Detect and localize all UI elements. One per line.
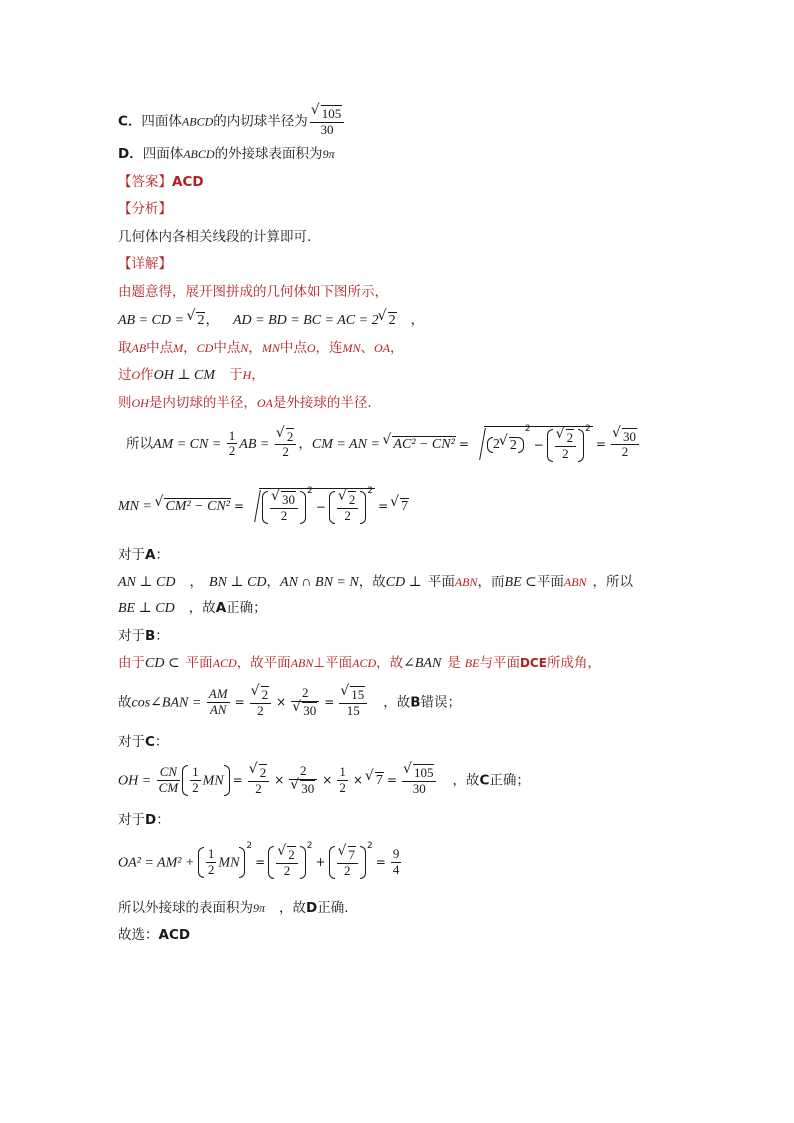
d-sq: 2 <box>246 841 253 851</box>
b2-fn: AM <box>208 686 228 701</box>
a1-t3: ，而 <box>477 574 505 590</box>
for-d-label <box>118 814 170 828</box>
surf-v: D <box>306 900 318 916</box>
calc1-sq: 2 <box>524 424 531 434</box>
take-t9: ， <box>390 340 404 356</box>
d-mn: MN <box>218 855 240 871</box>
b2-fd: AN <box>209 701 227 717</box>
calc1-cm: CM = AN = <box>311 436 384 452</box>
for-b-label <box>118 630 169 644</box>
calc1-half-d: 2 <box>228 443 236 459</box>
b1-t4: ⊥平面 <box>313 655 353 671</box>
calc1-s2: 2 <box>566 430 574 445</box>
perp-v3: H <box>242 368 252 382</box>
calc1-rad: AC² − CN² <box>393 436 455 452</box>
calc2-r30: 30 <box>282 492 296 507</box>
b2-d2: 2 <box>257 702 264 718</box>
b1-v5: DCE <box>519 656 547 670</box>
c-n2: 2 <box>289 764 317 780</box>
for-c-colon: ： <box>154 734 169 750</box>
calc1-big-root: 2√ $2^2-$ √ $\frac{2}{2}$ $^2$ <box>472 426 593 462</box>
option-d-prefix: D． <box>118 146 143 162</box>
option-c-fraction <box>310 105 345 138</box>
a1-m3: AN ∩ BN = N <box>280 575 359 590</box>
line-d: OA² = AM² + $\frac{1}{2}$ $MN^2=$ √ $\frac{2}{2}$ $^2$+ √ $\frac{7}{2}$ $^2$= $\frac{9}{4}$ <box>118 846 403 879</box>
for-d-colon: ： <box>156 812 170 828</box>
b1-v2: ABN <box>290 656 314 670</box>
answer-line <box>118 176 204 190</box>
c-d30: 30 <box>412 780 426 796</box>
a1-m1: AN ⊥ CD <box>118 575 176 590</box>
take-t7: ，连 <box>315 340 343 356</box>
c-v: C <box>479 772 490 789</box>
surf-t3: 正确. <box>317 900 349 916</box>
option-d-tetra: ABCD <box>183 147 215 161</box>
d-n9: 9 <box>392 846 400 861</box>
take-t5: ， <box>248 340 262 356</box>
c-r105: 105 <box>413 765 434 780</box>
calc1-sq2: 2 <box>585 424 591 434</box>
detail-label: 【详解】 <box>118 256 172 272</box>
surf-t1: 所以外接球的表面积为 <box>118 900 253 916</box>
eq1-c: ， <box>205 312 219 328</box>
analysis-text: 几何体内各相关线段的计算即可. <box>118 229 312 245</box>
b1-t6: 是 <box>447 655 461 671</box>
c-h2: 2 <box>192 779 199 795</box>
calc-mn: MN = √ CM² − CN² = √ $\frac{30}{2}$ $^2$− √ $\frac{2}{2}$ $^2$=√ 7 <box>118 488 409 524</box>
take-t6: 中点 <box>279 340 307 356</box>
b1-t3: ，故平面 <box>236 655 291 671</box>
eq1-e: 2 <box>388 313 396 328</box>
option-d-value: 9π <box>322 147 335 161</box>
option-d-suffix: 的外接球表面积为 <box>214 146 323 162</box>
d-sq2: 2 <box>306 841 313 851</box>
a2-t2: 正确； <box>226 600 267 616</box>
take-t8: 、 <box>360 340 375 356</box>
a1-t2: 平面 <box>427 574 455 590</box>
for-c-letter: C <box>145 734 155 750</box>
calc2-rad: CM² − CN² <box>165 498 230 514</box>
c-h1: 1 <box>192 764 199 779</box>
b1-t5: ，故 <box>376 655 404 671</box>
b1-t2: 平面 <box>185 655 213 671</box>
calc2-lhs: MN = <box>118 498 156 514</box>
line-c: OH = $\frac{CN}{CM}$ $\frac{1}{2}$ MN = √ $\frac{2}{2}$ × 2 √ 30 × $\frac{1}{2}$ ×√ 7 = √ $\frac{105}{30}$ ，故C正确； <box>118 764 530 797</box>
c-r30: 30 <box>301 780 315 796</box>
c-fd: CM <box>158 779 179 795</box>
b1-t1: 由于 <box>118 655 145 671</box>
calc2-r2: 2 <box>348 492 356 507</box>
take-t3: ， <box>183 340 197 356</box>
b1-m1: CD ⊂ <box>145 656 180 671</box>
calc2-sq: 2 <box>307 486 313 496</box>
then-v2: OA <box>256 396 273 410</box>
for-b-colon: ： <box>155 628 169 644</box>
surf-t2: ，故 <box>279 900 307 916</box>
final-t1: 故选： <box>118 927 159 943</box>
detail-intro: 由题意得，展开图拼成的几何体如下图所示， <box>118 284 388 300</box>
option-d-text: 四面体 <box>142 146 184 162</box>
equation-edges <box>118 312 424 328</box>
line-a2 <box>118 602 267 616</box>
d-lhs: OA² = AM² + <box>118 855 198 871</box>
calc1-lhs: AM = CN = <box>153 436 225 452</box>
perp-t3: 于 <box>229 367 243 383</box>
calc1-d30: 2 <box>621 444 629 460</box>
c-q1: 1 <box>339 764 346 779</box>
take-t2: 中点 <box>146 340 174 356</box>
line-b1 <box>118 657 601 671</box>
radius-statement <box>118 397 372 411</box>
for-c-label <box>118 736 168 750</box>
take-v5: MN <box>261 341 280 355</box>
eq1-b: 2 <box>197 313 205 328</box>
b1-v3: ACD <box>352 656 377 670</box>
b2-t2: ，故 <box>383 694 411 711</box>
for-b-letter: B <box>145 628 156 644</box>
take-v3: CD <box>196 341 214 355</box>
answer-label: 【答案】 <box>118 174 172 190</box>
a1-v1: ABN <box>454 575 478 589</box>
calc1-two: 2 <box>492 437 500 453</box>
c-r2: 2 <box>259 765 267 780</box>
a1-t5: ，所以 <box>592 574 634 590</box>
answer-value: ACD <box>172 174 204 190</box>
line-a1 <box>118 576 633 590</box>
d-r2: 2 <box>288 847 295 862</box>
a2-v: A <box>215 600 227 616</box>
then-t2: 是内切球的半径， <box>148 395 257 411</box>
for-a-label <box>118 549 169 563</box>
c-t2: 正确； <box>489 772 530 789</box>
b2-r30: 30 <box>303 702 317 718</box>
perp-t4: ， <box>251 367 265 383</box>
calc2-big-root: √ $\frac{30}{2}$ $^2$− √ $\frac{2}{2}$ $^2$ <box>247 488 375 524</box>
a1-m2: BN ⊥ CD <box>209 575 267 590</box>
then-t3: 是外接球的半径. <box>272 395 372 411</box>
then-v1: OH <box>131 396 149 410</box>
for-d-letter: D <box>145 812 157 828</box>
analysis-label: 【分析】 <box>118 201 172 217</box>
a1-v2: ABN <box>563 575 587 589</box>
for-a-letter: A <box>145 547 156 563</box>
take-t4: 中点 <box>213 340 241 356</box>
calc1-r30: 30 <box>622 428 636 444</box>
b1-t8: 所成角， <box>546 655 601 671</box>
option-c <box>118 105 346 138</box>
calc1-ab: AB = <box>239 436 273 452</box>
b2-n2: 2 <box>291 686 319 702</box>
a1-m4: CD ⊥ <box>385 575 422 590</box>
option-c-suffix: 的内切球半径为 <box>213 113 308 130</box>
perpendicular-line <box>118 369 265 383</box>
for-a-colon: ： <box>155 547 169 563</box>
d-d7: 2 <box>344 862 351 878</box>
a1-t1: ，故 <box>358 574 386 590</box>
a1-c2: ， <box>266 574 281 590</box>
option-c-prefix: C． <box>118 113 142 130</box>
b2-r15: 15 <box>351 687 365 702</box>
take-v1: AB <box>131 341 147 355</box>
for-d-text: 对于 <box>118 812 145 828</box>
c-r7: 7 <box>375 773 383 789</box>
a2-t1: ，故 <box>188 600 216 616</box>
calc2-d30: 2 <box>280 507 288 523</box>
b1-t7: 与平面 <box>479 655 520 671</box>
d-d2: 2 <box>283 862 291 878</box>
c-mn: MN <box>202 773 224 789</box>
option-d <box>118 148 335 162</box>
d-d4: 4 <box>392 861 400 877</box>
eq1-f: ， <box>410 312 425 328</box>
perp-m: OH ⊥ CM <box>153 368 216 383</box>
option-c-tetra: ABCD <box>181 114 214 129</box>
surface-area-line <box>118 902 349 916</box>
b2-t3: 错误； <box>420 694 462 711</box>
calc1-r2: 2 <box>286 428 294 444</box>
option-c-num: 105 <box>321 106 342 121</box>
option-c-text: 四面体 <box>141 113 182 130</box>
b2-r2: 2 <box>261 687 269 702</box>
take-v4: N <box>240 341 249 355</box>
calc1-two2: 2 <box>509 438 517 454</box>
a2-m: BE ⊥ CD <box>118 601 175 616</box>
take-v2: M <box>173 341 184 355</box>
d-sq3: 2 <box>367 841 373 851</box>
for-a-text: 对于 <box>118 547 145 563</box>
c-fn: CN <box>157 765 181 781</box>
calc2-d2: 2 <box>344 507 351 523</box>
b1-m2: ∠BAN <box>403 656 442 671</box>
a1-t4: 平面 <box>536 574 564 590</box>
take-midpoints <box>118 342 404 356</box>
b2-d15: 15 <box>346 702 360 718</box>
calc1-lead: 所以 <box>126 435 153 452</box>
b2-v: B <box>410 694 421 711</box>
line-b2: 故cos∠BAN = $\frac{AM}{AN}$ = √ $\frac{2}{2}$ × 2 √ 30 = √ $\frac{15}{15}$ ，故B错误； <box>118 686 461 719</box>
take-v7: MN <box>342 341 361 355</box>
c-q2: 2 <box>339 779 346 795</box>
c-t1: ，故 <box>452 772 480 789</box>
a1-c1: ， <box>189 574 204 590</box>
calc-am-cm: 所以AM = CN = $\frac{1}{2}$ AB = √ $\frac{2}{2}$ ，CM = AN = √ AC² − CN² = 2√ $2^2-$ √ $\frac{2}{2}$ $^2$= √ $\frac{30}{2}$ <box>126 426 641 462</box>
b1-v4: BE <box>464 656 480 670</box>
calc1-d2: 2 <box>282 444 289 460</box>
b2-t1: 故 <box>118 694 132 711</box>
option-c-den: 30 <box>320 121 334 137</box>
b2-cos: cos∠BAN = <box>131 695 205 711</box>
b1-v1: ACD <box>212 656 237 670</box>
calc1-den2: 2 <box>562 445 569 461</box>
perp-t1: 过 <box>118 367 132 383</box>
c-lhs: OH = <box>118 773 155 789</box>
final-choice <box>118 929 190 943</box>
d-h1: 1 <box>207 846 215 861</box>
perp-v1: O <box>131 368 141 382</box>
calc2-sq2: 2 <box>367 486 374 496</box>
eq1-a: AB = CD = <box>118 313 188 328</box>
a1-m5: BE ⊂ <box>504 575 537 590</box>
final-v: ACD <box>158 927 191 943</box>
eq1-d: AD = BD = BC = AC = 2 <box>232 313 379 328</box>
surf-m: 9π <box>253 901 266 915</box>
for-b-text: 对于 <box>118 628 145 644</box>
then-t1: 则 <box>118 395 132 411</box>
perp-t2: 作 <box>140 367 154 383</box>
d-r7: 7 <box>348 847 356 862</box>
take-v6: O <box>306 341 316 355</box>
c-d2: 2 <box>255 780 262 796</box>
take-v8: OA <box>374 341 391 355</box>
for-c-text: 对于 <box>118 734 145 750</box>
d-h2: 2 <box>207 861 215 877</box>
calc1-half-n: 1 <box>228 427 236 443</box>
calc2-res: 7 <box>401 498 409 514</box>
take-t1: 取 <box>118 340 132 356</box>
